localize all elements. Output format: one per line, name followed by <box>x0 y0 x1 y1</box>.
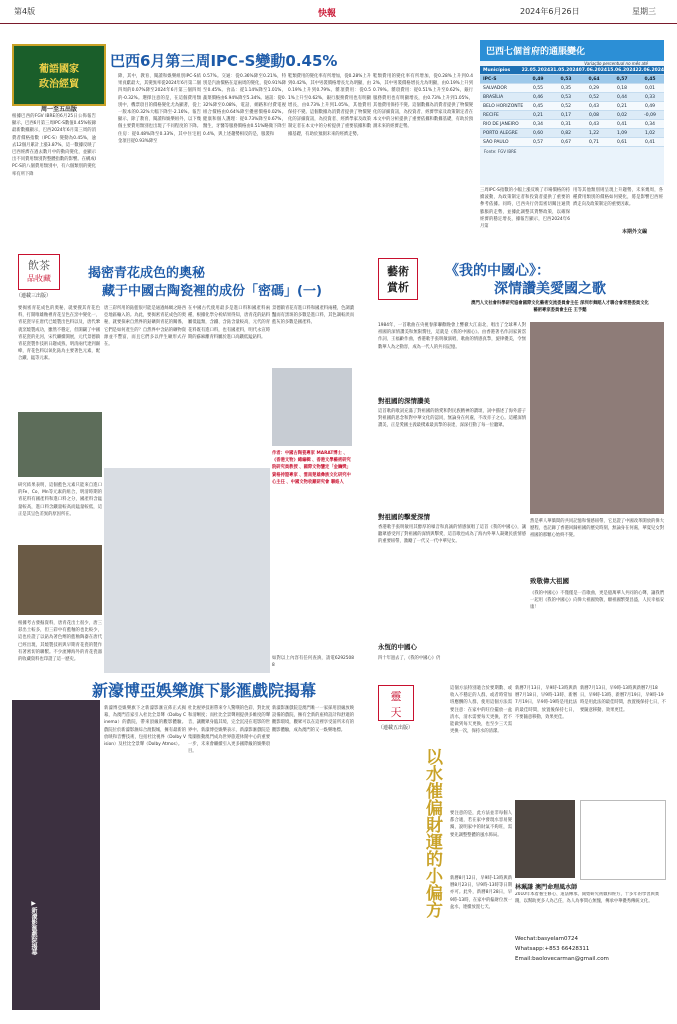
porcelain-title1: 揭密青花成色的奧秘 <box>88 266 206 281</box>
feng-tag3: （連載五出版） <box>378 725 414 731</box>
ipc-col5: 三周IPC-S指數的小幅上漲反映了市場價格的持續波動，為政策制定者和投資者提供了重要的參考依據。同時，巴西央行仍需密切關注通貨膨脹的走勢，並據此調整其貨幣政策，以確保經濟的穩定增長，據報告顯示，巴西2024年6月第 <box>480 188 570 230</box>
art-h2: 對祖國的擊愛深情 <box>378 513 430 521</box>
cinema-title: 新濠博亞娛樂旗下影滙戲院揭幕 <box>92 681 317 700</box>
singer-photo <box>530 322 664 514</box>
feng-tag <box>378 685 414 721</box>
art-p4: 四十年過去了，《我的中國心》仍 <box>378 656 441 661</box>
table-cell-value: 1,09 <box>616 131 628 136</box>
art-p5: 然是華人華僑間的共同記憶和情感紐帶，它見證了中國改革開放的偉大歷程，也記錄了香港回歸祖國的歷史時刻，無論身在何處，華夏兒女對祖國的那顆心始終不變。 <box>530 519 664 539</box>
table-cell-value: 0,44 <box>616 95 628 100</box>
table-header-row <box>480 66 664 75</box>
table-cell-value: 0,43 <box>588 122 600 127</box>
feng-col1: 這個方法特別適合於要期數、或收入不穩定的人群，或者時常加班應酬的人群，使用這個方法需要注意：在家中的旺位擺放一盆清水，清水需要每天更換，若不能做到每天更換，也至少三天需更換一次，保持水的清潔。 <box>450 686 512 735</box>
page-header <box>0 0 677 24</box>
table-cell-value: 0,18 <box>616 86 628 91</box>
feng-tag1: 靈 <box>390 690 402 703</box>
porcelain-col1: 要揭密青花成色的奧秘，就要搜其青花色料，打開唯雄釉裡青花呈色在窯中變化一、青花瓷早在唐代已燒製出色料以及，唐代鞏義窯燒製成功，雖然不穩定，但開闢了中國青花瓷的先河，宋代繼續開展，元代景德鎮青花瓷製作技術日趨成熟，明清兩代達到巔峰，青花色料以氧化鈷為主要著色元素，配合鐵、錳等元素。 <box>18 306 100 362</box>
table-cell-value: 0,60 <box>532 131 544 136</box>
porcelain-col2b: 在中國古代使用最多是進口料和國產料兩種，根據化學分析結果得知，唐青花的鈷料屬低錳類，含鐵、含鈷含量較高，元代的青花料既有進口料，也有國產料，明代永宣時期的蘇麻離青料屬於進口高鐵低錳鈷料。 <box>188 306 270 340</box>
table-cell-value: 0,55 <box>532 86 544 91</box>
table-cell-value: 0,53 <box>560 95 572 100</box>
logo-line1: 葡語國家 <box>39 64 79 75</box>
table-cell-value: 1,02 <box>644 131 656 136</box>
table-cell-value: -0,09 <box>644 113 656 118</box>
porcelain-col3: 景德鎮青花有進口料和國產料兩種，色調濃豔而有黑斑的多數是進口料，其色調較淡而藍灰的多數是國產料。 <box>272 306 354 326</box>
porcelain-contact: 如對以上內容有任何查詢，請電62925088 <box>272 656 354 669</box>
table-cell-label: BELO HORIZONTE <box>483 104 524 109</box>
porcelain-tag3: （連載三出版） <box>16 293 52 299</box>
ipc-title: 巴西6月第三周IPC-S變動0.45% <box>110 52 338 70</box>
table-cell-value: 22.05.2024 <box>521 68 551 73</box>
column-tag: 周一至五出版 <box>40 106 77 113</box>
column-logo <box>12 44 106 106</box>
feng-wechat: Wechat:basyelam0724 <box>515 936 579 942</box>
table-cell-value: 15.06.2024 <box>607 68 636 73</box>
table-cell-label: PORTO ALEGRE <box>483 131 518 136</box>
cinema-col1: 新濠博亞娛樂旗下之新濠影滙宣佈正式揭幕，為澳門首家引入杜比全景聲（Dolby Cinema）的戲院，帶來頂級的觀影體驗。戲院位於新濠影滙綜合渡假城，擁有最新的放映和音響技術，包括杜比視界（Dolby Vision）及杜比全景聲（Dolby Atmos）。 <box>104 706 186 748</box>
art-p2: 這首歌的歌詞充滿了對祖國的熱愛和對民族精神的讚頌，詞中描述了海外游子對祖國的思念和對中華文化的認同，無論身在何處，不改赤子之心。這種深情讚美，正是愛國主義最樸素最真摯的表達，深深打動了每一位聽眾。 <box>378 409 526 429</box>
feng-qr-area <box>580 800 666 880</box>
feng-whatsapp: Whatsapp:+853 66428311 <box>515 946 590 952</box>
feng-name: 林珮謙 澳門命理風水師 <box>515 884 578 891</box>
feng-col3: 新曆8月12日，早9時-13時與新曆8月23日，早9時-13時等日期亦可。此外，新曆8月28日，早9時-13時，在家中的偏財位放一盆水，連續放置七天。 <box>450 876 512 910</box>
art-tag <box>378 258 418 300</box>
table-cell-value: 0,34 <box>532 122 544 127</box>
table-cell-value: 0,29 <box>588 86 600 91</box>
table-cell-value: 0,21 <box>532 113 544 118</box>
tricolor-horse-image <box>18 412 102 477</box>
logo-line2: 政治經貿 <box>39 79 79 90</box>
art-p6: 《我的中國心》不僅僅是一首歌曲，更是億萬華人共同的心聲，讓我們一起用《我的中國心》向偉大祖國致敬，願祖國繁榮昌盛，人民幸福安康！ <box>530 591 664 611</box>
table-row <box>480 84 664 93</box>
table-cell-value: 0,64 <box>588 77 600 82</box>
table-cell-value: 0,45 <box>532 104 544 109</box>
table-cell-value: 0,53 <box>560 77 572 82</box>
table-subtitle: Variação percentual no mês até <box>584 61 648 66</box>
issue-date: 2024年6月26日 <box>520 7 580 16</box>
table-cell-value: 0,21 <box>616 104 628 109</box>
table-cell-label: BRASÍLIA <box>483 95 504 100</box>
ipc-col6: 用等其他類別則呈現上升趨勢，未來幾周，各種費用類別的價格如何變化，將是影響巴西經濟走向及政策制定的重要因素。 <box>573 188 663 208</box>
table-cell-value: 0,33 <box>644 95 656 100</box>
table-row <box>480 129 664 138</box>
table-cell-value: 0,41 <box>616 122 628 127</box>
ipc-col3: 0.57%。交通：從0.36%降至0.21%，特別是汽油價格在這兩周的變化，從0.91%降至0.45%。食品：從1.14%降至1.01%，蔬菜價格由6.94%降至5.34%。通訊：從0.32%降至0.08%，電話、網路和付費電視組合價格由0.64%降至優惠價格0.02%。健康和個人護理：從0.73%降至0.67%，醫生、牙醫等服務價格由0.51%略微下降至0.4%，與上述趨勢相反的是，服裝和 <box>203 74 286 137</box>
table-cell-value: 31.05.2024 <box>550 68 579 73</box>
table-cell-value: 0,57 <box>616 77 628 82</box>
table-cell-value: 0,43 <box>588 104 600 109</box>
table-cell-value: 0,45 <box>644 77 656 82</box>
inflation-table <box>480 40 664 185</box>
table-cell-value: 1,22 <box>588 131 600 136</box>
weekday: 星期三 <box>632 7 656 16</box>
table-cell-value: 0,46 <box>532 95 544 100</box>
art-tag2: 賞析 <box>387 281 409 294</box>
feng-col1b: 要注意的是，此方法並非每個人都合適，若在家中發現水容易變濁，說明家中的財氣不夠旺，需要先調整整體的風水佈局。 <box>450 811 512 838</box>
table-cell-label: SALVADOR <box>483 86 508 91</box>
table-cell-value: 0,82 <box>560 131 572 136</box>
ipc-col2: 降，其中，教育、閱讀和娛樂組別IPC-S結果貢獻最大，其變異率從2024年6月第二個四周的0.07%降至2024年6月第三個四周的-0.32%。選擇注意的是，在這個費用類別中，機票項目的價格變化尤為顯著，從上一版本的0.32%大幅下降至-2.16%。報告顯示，除了教育、閱讀和娛樂組外，以下幾個主要費用類別也出現了不同程度的下降。住房：從0.48%降至0.33%，其中住宅租金項目從0.93%降至 <box>118 74 201 144</box>
art-title1: 《我的中國心》： <box>445 263 550 279</box>
table-cell-value: 0,34 <box>644 122 656 127</box>
ipc-col4: 鞋類費用的變化率有所增加，從0.28%上升到0.42%，其中男裝價格增長尤為明顯，由0.19%上升到0.79%。雜項費用：從0.51%上升至0.62%，銀行服務費用也有明顯增長，由0.73%上升到1.05%，其他費用保持不變。這個數據為消費者提供了物價變化的詳細資訊，為投資者、經濟學家及政策制定者在本文中的分析提供了重要依據和數據基礎，有助於預測未來的經濟走勢。 <box>288 74 371 137</box>
cinema-caption: ▶新濠影滙戲院揭幕 <box>30 900 37 955</box>
ipc-col1: 根據巴西的FGV IBRE的6月25日公佈報告顯示，巴西6月第三周IPC-S數值0.45%較錄最新數據顯示，巴西2024年6月第三周的消費者價格指數（IPC-S）變動為0.45%，逾去12個月累計上漲3.87%，這一數據反映了巴西經濟在過去數月中的動向變化，並顯示出不同費用類別對整體指數的影響。在構成IPC-S的八個費用類別中，有六個類別的變化率有所下降 <box>12 114 96 177</box>
table-cell-value: 0,01 <box>644 86 656 91</box>
table-row <box>480 120 664 129</box>
art-p3: 香港歌手張明敏用其醇厚的嗓音和真誠的情感演唱了這首《我的中國心》，讓聽眾感受到了對祖國的深情與擊愛，這首歌也成為了海內外華人凝聚民族情感的重要紐帶，激勵了一代又一代中華兒女。 <box>378 525 526 545</box>
page-number: 第4版 <box>14 7 36 16</box>
table-row <box>480 75 664 84</box>
art-h4: 致敬偉大祖國 <box>530 577 569 585</box>
feng-tag2: 天 <box>390 706 402 719</box>
table-cell-value: 0,02 <box>616 113 628 118</box>
table-cell-value: 0,08 <box>588 113 600 118</box>
table-cell-value: 07.06.2024 <box>578 68 608 73</box>
porcelain-tag1: 飲茶 <box>28 259 50 272</box>
table-cell-value: 0,52 <box>560 104 572 109</box>
author-caption: 作者：中國古陶瓷專家 MARAT博士 、《香港文物》總編輯 、香港文學藝術研究院研究員教授 、國際文物鑒定「金鑰獎」資格持證專家 、雲南楚雄彝族文化研究中心主任 、中國文物收藏研究會 聯絡人 <box>272 451 351 485</box>
table-cell-value: 0,52 <box>588 95 600 100</box>
cinema-col2: 杜比視界技術帶來令人驚嘆的色彩、對比度和清晰度；而杜比全景聲則提供多維度的聲音，讓觀眾身臨其境，完全沉浸在電影的世界中。新濠博亞娛樂表示，新濠影滙戲院是集團推動澳門成為世界旅遊休閒中心的重要一步，未來會繼續引入更多國際級的娛樂項目。 <box>188 706 270 755</box>
table-cell-value: 0,49 <box>532 77 544 82</box>
brand-name: 快報 <box>318 9 337 19</box>
feng-col2: 新曆7月13日，早9時-13時與新曆7月18日，早9時-13時、新曆7月19日，早9時-19時是用此法的最佳時間，放置後保持七日，不要隨意移動，效果更佳。 <box>515 686 577 720</box>
table-cell-label: RIO DE JANEIRO <box>483 122 519 127</box>
table-cell-value: 0,17 <box>560 113 572 118</box>
art-h3: 永恆的中國心 <box>378 643 417 651</box>
table-footer: Fonte: FGV IBRE <box>484 149 517 154</box>
table-row <box>480 102 664 111</box>
feng-portrait <box>515 800 575 878</box>
porcelain-col1c: 根據考古發掘資料，唐青花出土很少，唐三彩出土較多，但三彩中有藍釉的也比較少，這也佐證了以鈷為著色劑的藍釉陶器在唐代已經出現，其燒製技術與早期青花瓷的製作有著密切的聯繫。不少流傳海外的青花瓷器的收藏資料也印證了這一歷史。 <box>18 621 102 663</box>
ipc-source: 本期外文編 <box>622 229 648 235</box>
art-author: 澳門人文社會科學研究協會國際文化藝術交流委員會主任 深圳市舞蹈人才聯合會常務委員文化藝術專家委員會主任 王予懿 <box>471 301 649 313</box>
table-cell-label: Municípios <box>483 68 511 73</box>
porcelain-title2: 藏于中國古陶瓷裡的成份「密碼」(一) <box>102 284 322 299</box>
art-tag1: 藝術 <box>387 265 409 278</box>
porcelain-col1b: 研究結果表明，這個藍色元素只能來自進口的Fe、Co、Mn等元素的組合，明清時期的青花料有國產料和進口料之分，國產料含錳量較高，進口料含鐵量較高而錳量較低，這正是其呈色差異的原因所在。 <box>18 483 102 517</box>
feng-title: 以水催偏財運的小偏方 <box>422 748 442 918</box>
porcelain-tag <box>18 254 60 290</box>
table-cell-label: SÃO PAULO <box>483 140 509 145</box>
feng-col2-right: 新曆7月13日，早9時-13時與新曆7月18日，早9時-13時、新曆7月19日，早9時-19時是用此法的最佳時間，放置後保持七日，不要隨意移動，效果更佳。 <box>580 686 666 713</box>
art-p1: 1984年，一首歌曲在央視春節聯歡晚會上響徹大江南北，唱出了全球華人對祖國的深情讚美和無限嚮往，這就是《我的中國心》。由香港著名作詞家黃霑作詞、王福齡作曲，香港歌手張明敏演唱，歌曲的情感真摯，旋律優美，令無數華人為之動容，成為一代人的共同記憶。 <box>378 323 526 350</box>
porcelain-tag2: 品收藏 <box>27 274 51 283</box>
table-row <box>480 93 664 102</box>
feng-bio: 2010年本着養生修心、道法傳承，開始研究術數和經方，十多年的學習與實踐，以幫助更多人為己任，為人為事問心無愧，傳承中華優秀傳統文化。 <box>515 892 660 904</box>
table-cell-value: 0,57 <box>532 140 544 145</box>
feng-email: Email:baolovecarman@gmail.com <box>515 956 609 962</box>
porcelain-col2: 唐三彩所用的鈷藍很可能是通過絲綢之路西亞地區輸入的。為此，要揭密青花成色的奧秘，就要探索自然界的鈷礦與青花的關係，它們是如何產生的？自然界中含鈷的礦物資源並不豐富，而且它們多以伴生礦形式存在。 <box>104 306 186 348</box>
table-title: 巴西七個首府的通脹變化 <box>480 40 664 61</box>
art-title2: 深情讚美愛國之歌 <box>494 281 606 297</box>
blue-white-vase-image <box>104 468 270 673</box>
table-row <box>480 111 664 120</box>
table-cell-label: RECIFE <box>483 113 499 118</box>
table-cell-value: 0,35 <box>560 86 572 91</box>
tricolor-figurines-image <box>18 545 102 615</box>
table-cell-value: 0,61 <box>616 140 628 145</box>
art-h1: 對祖國的深情讚美 <box>378 397 430 405</box>
blue-white-jar-image <box>272 368 352 446</box>
table-cell-value: 0,71 <box>588 140 600 145</box>
table-cell-value: 0,31 <box>560 122 572 127</box>
cinema-col3: 新濠影滙戲院是澳門唯一一家採用頂級放映設備的戲院，擁有全新的座椅設計和舒適的觀影環境，觀眾可以在這裡享受前所未有的觀影體驗，成為澳門的又一娛樂地標。 <box>272 706 354 733</box>
table-cell-value: 0,41 <box>644 140 656 145</box>
table-cell-value: 22.06.2024 <box>635 68 664 73</box>
table-cell-value: 0,67 <box>560 140 572 145</box>
table-row <box>480 138 664 147</box>
table-body <box>480 66 664 147</box>
table-cell-value: 0,49 <box>644 104 656 109</box>
ipc-col4b: 鞋類費用的變化率有所增加，從0.28%上升到0.42%，其中男裝價格增長尤為明顯，由0.19%上升到0.79%。雜項費用：從0.51%上升至0.62%，銀行服務費用也有明顯增長，由0.73%上升到1.05%，其他費用保持不變。這個數據為消費者提供了物價變化的詳細資訊，為投資者、經濟學家及政策制定者在本文中的分析提供了重要依據和數據基礎，有助於預測未來的經濟走勢。 <box>373 74 473 130</box>
table-cell-label: IPC-S <box>483 77 497 82</box>
